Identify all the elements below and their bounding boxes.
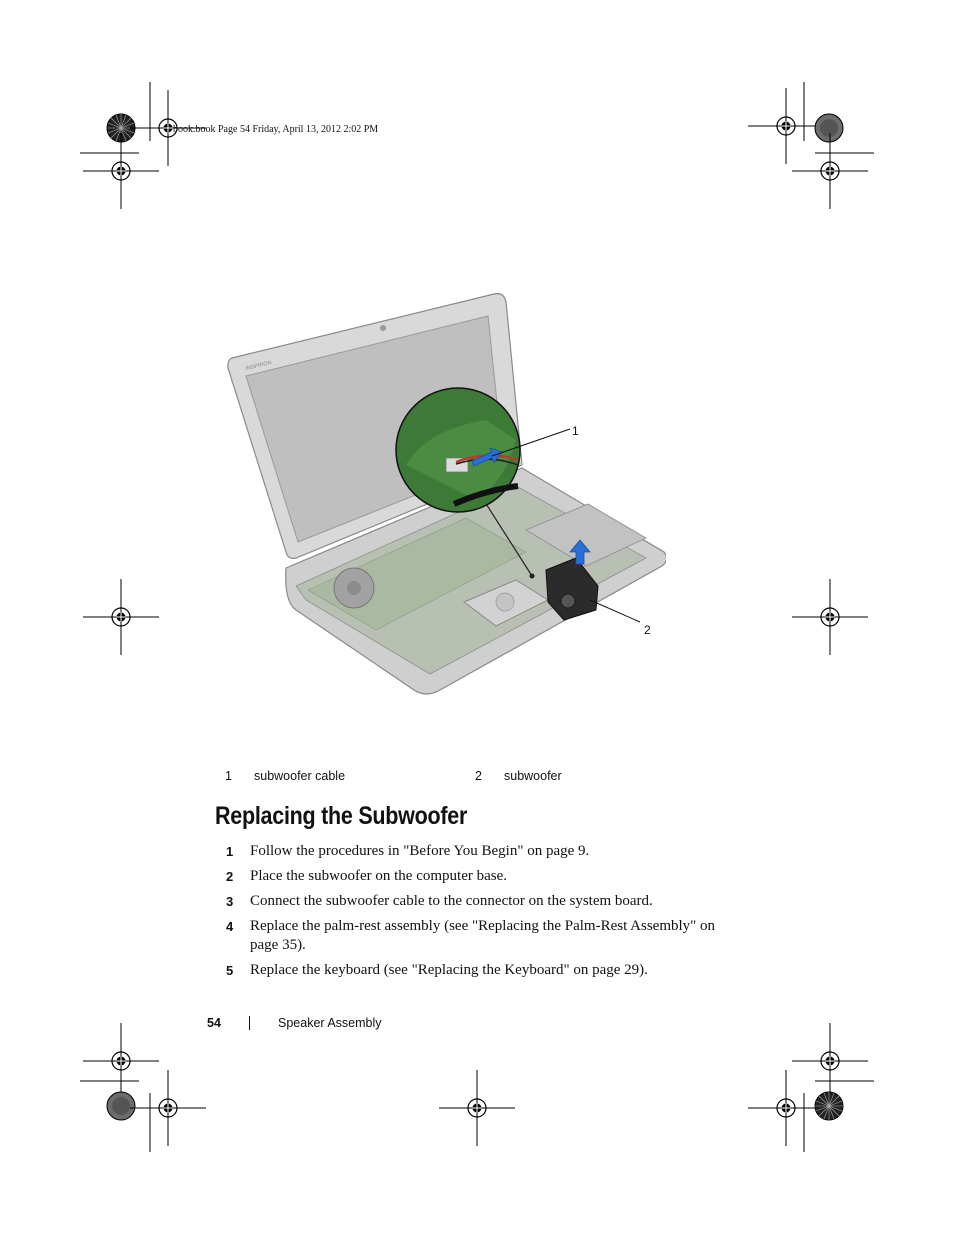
step-item xyxy=(226,917,726,955)
registration-mark-icon xyxy=(748,88,824,164)
step-number: 3 xyxy=(226,894,234,909)
registration-mark-icon xyxy=(792,133,868,209)
registration-mark-icon xyxy=(83,1023,159,1099)
legend-number: 2 xyxy=(475,769,482,783)
registration-mark-icon xyxy=(748,1070,824,1146)
section-heading: Replacing the Subwoofer xyxy=(215,802,468,830)
step-number: 5 xyxy=(226,963,234,978)
step-number: 1 xyxy=(226,844,234,859)
step-text: Connect the subwoofer cable to the connector on the system board. xyxy=(250,893,653,909)
footer-divider xyxy=(249,1016,250,1030)
callout-number: 2 xyxy=(644,623,651,637)
legend-label: subwoofer cable xyxy=(254,769,346,783)
registration-mark-icon xyxy=(83,133,159,209)
grey-target-icon xyxy=(107,1092,135,1120)
chapter-title: Speaker Assembly xyxy=(278,1016,382,1030)
grey-target-icon xyxy=(815,114,843,142)
registration-mark-icon xyxy=(130,1070,206,1146)
registration-mark-icon xyxy=(792,1023,868,1099)
step-item xyxy=(226,892,726,911)
registration-mark-icon xyxy=(792,579,868,655)
step-item xyxy=(226,842,726,861)
step-number: 2 xyxy=(226,869,234,884)
registration-mark-icon xyxy=(83,579,159,655)
legend-number: 1 xyxy=(225,769,232,783)
laptop-illustration xyxy=(226,290,666,710)
step-text: Replace the palm-rest assembly (see "Replacing the Palm-Rest Assembly" on page 35). xyxy=(250,918,716,953)
step-item xyxy=(226,867,726,886)
callout-number: 1 xyxy=(572,424,579,438)
laptop-brand-label: INSPIRON xyxy=(245,360,273,372)
step-item xyxy=(226,961,726,980)
page-number: 54 xyxy=(207,1016,221,1030)
procedure-steps xyxy=(226,842,726,986)
registration-mark-icon xyxy=(439,1070,515,1146)
webcam-icon xyxy=(380,325,386,331)
step-text: Replace the keyboard (see "Replacing the Keyboard" on page 29). xyxy=(250,962,648,978)
step-number: 4 xyxy=(226,919,234,934)
step-text: Follow the procedures in "Before You Begin" on page 9. xyxy=(250,843,590,859)
star-target-icon xyxy=(815,1092,843,1120)
legend-label: subwoofer xyxy=(504,769,562,783)
print-slug-line: book.book Page 54 Friday, April 13, 2012 2:02 PM xyxy=(173,124,379,135)
step-text: Place the subwoofer on the computer base. xyxy=(250,868,507,884)
